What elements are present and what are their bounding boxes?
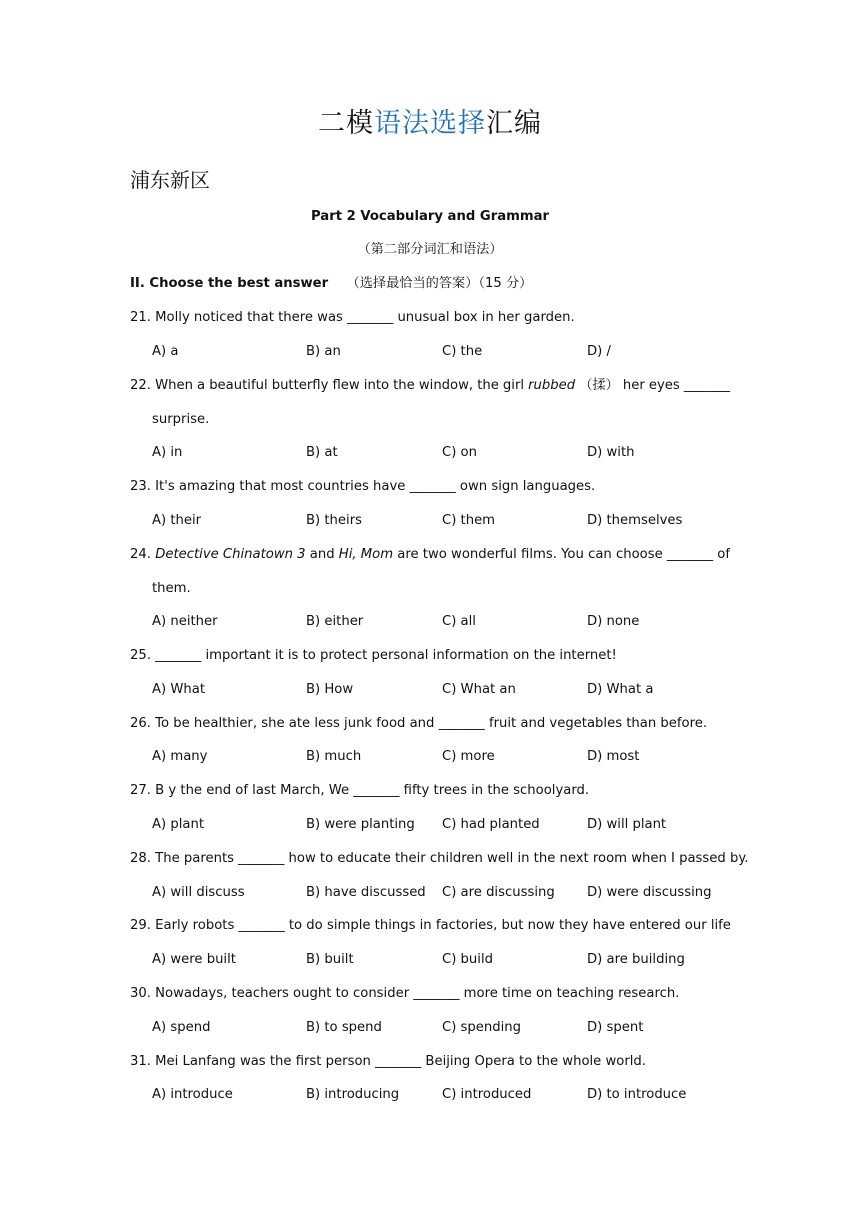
question-27-text: 27. B y the end of last March, We _______ fifty trees in the schoolyard. — [130, 783, 590, 798]
word: can — [588, 547, 612, 562]
word: beautiful — [209, 378, 268, 393]
option-a[interactable]: A) were built — [152, 952, 236, 967]
question-23-text: 23. It's amazing that most countries have _______ own sign languages. — [130, 479, 596, 494]
word: _______ — [683, 378, 730, 393]
option-b[interactable]: B) an — [306, 344, 341, 359]
option-c[interactable]: C) spending — [442, 1020, 522, 1035]
option-a[interactable]: A) in — [152, 445, 183, 460]
word: butterfly — [271, 378, 329, 393]
option-c[interactable]: C) on — [442, 445, 477, 460]
option-b[interactable]: B) to spend — [306, 1020, 382, 1035]
option-b[interactable]: B) theirs — [306, 513, 362, 528]
question-25-text: 25. _______ important it is to protect personal information on the internet! — [130, 648, 617, 663]
title-prefix: 二模 — [318, 108, 374, 139]
option-d[interactable]: D) / — [587, 344, 611, 359]
option-c[interactable]: C) are discussing — [442, 885, 555, 900]
option-d[interactable]: D) were discussing — [587, 885, 712, 900]
question-26-text: 26. To be healthier, she ate less junk food and _______ fruit and vegetables than before. — [130, 716, 708, 731]
option-d[interactable]: D) most — [587, 749, 640, 764]
word: window, — [418, 378, 474, 393]
option-a[interactable]: A) their — [152, 513, 202, 528]
option-c[interactable]: C) more — [442, 749, 495, 764]
word: her — [622, 378, 645, 393]
word: of — [717, 547, 730, 562]
question-29-text: 29. Early robots _______ to do simple things in factories, but now they have entered our life — [130, 918, 731, 933]
option-b[interactable]: B) How — [306, 682, 354, 697]
option-b[interactable]: B) were planting — [306, 817, 415, 832]
option-a[interactable]: A) will discuss — [152, 885, 245, 900]
word: girl — [502, 378, 525, 393]
option-d[interactable]: D) spent — [587, 1020, 644, 1035]
word: eyes — [648, 378, 680, 393]
film-title: Detective Chinatown 3 — [155, 547, 306, 562]
title-highlight: 语法选择 — [374, 108, 486, 139]
option-c[interactable]: C) introduced — [442, 1087, 532, 1102]
question-21-options — [152, 343, 752, 361]
word: the — [477, 378, 499, 393]
option-d[interactable]: D) What a — [587, 682, 654, 697]
question-24-text — [130, 546, 730, 564]
option-c[interactable]: C) had planted — [442, 817, 540, 832]
word: a — [197, 378, 206, 393]
option-c[interactable]: C) What an — [442, 682, 516, 697]
word: _______ — [666, 547, 714, 562]
part-heading-cn: （第二部分词汇和语法） — [357, 242, 503, 257]
option-b[interactable]: B) introducing — [306, 1087, 400, 1102]
word: wonderful — [451, 547, 517, 562]
question-22-options — [152, 444, 752, 462]
option-a[interactable]: A) neither — [152, 614, 218, 629]
option-c[interactable]: C) them — [442, 513, 496, 528]
word: films. — [521, 547, 557, 562]
question-24-options — [152, 613, 752, 631]
option-d[interactable]: D) are building — [587, 952, 685, 967]
option-c[interactable]: C) build — [442, 952, 493, 967]
option-c[interactable]: C) the — [442, 344, 483, 359]
question-29-options — [152, 951, 752, 969]
option-d[interactable]: D) none — [587, 614, 640, 629]
word: flew — [332, 378, 360, 393]
question-23-options — [152, 512, 752, 530]
word: 22. — [130, 378, 151, 393]
word: choose — [615, 547, 663, 562]
film-title: Hi, Mom — [338, 547, 394, 562]
question-22-text — [130, 377, 730, 395]
option-b[interactable]: B) either — [306, 614, 364, 629]
part-heading: Part 2 Vocabulary and Grammar — [310, 209, 549, 224]
option-b[interactable]: B) have discussed — [306, 885, 426, 900]
question-27-options — [152, 816, 752, 834]
option-c[interactable]: C) all — [442, 614, 476, 629]
option-a[interactable]: A) What — [152, 682, 206, 697]
question-28-options — [152, 884, 752, 902]
word: the — [393, 378, 415, 393]
word: rubbed — [528, 378, 576, 393]
question-26-options — [152, 748, 752, 766]
option-b[interactable]: B) built — [306, 952, 354, 967]
section-label: II. Choose the best answer — [130, 276, 329, 291]
option-a[interactable]: A) spend — [152, 1020, 211, 1035]
section-heading — [130, 275, 532, 293]
option-d[interactable]: D) to introduce — [587, 1087, 687, 1102]
question-31-text: 31. Mei Lanfang was the first person _______ Beijing Opera to the whole world. — [130, 1054, 646, 1069]
option-d[interactable]: D) will plant — [587, 817, 667, 832]
option-b[interactable]: B) at — [306, 445, 338, 460]
option-a[interactable]: A) introduce — [152, 1087, 233, 1102]
word: 24. — [130, 547, 151, 562]
option-d[interactable]: D) with — [587, 445, 635, 460]
question-24-continuation: them. — [152, 581, 191, 596]
option-b[interactable]: B) much — [306, 749, 362, 764]
question-30-options — [152, 1019, 752, 1037]
question-31-options — [152, 1086, 752, 1104]
option-d[interactable]: D) themselves — [587, 513, 683, 528]
word: two — [422, 547, 447, 562]
option-a[interactable]: A) many — [152, 749, 208, 764]
word: and — [309, 547, 335, 562]
question-25-options — [152, 681, 752, 699]
page-title — [0, 101, 860, 140]
question-28-text: 28. The parents _______ how to educate their children well in the next room when I passed by. — [130, 851, 749, 866]
word: You — [561, 547, 584, 562]
title-suffix: 汇编 — [486, 108, 542, 139]
word: are — [397, 547, 419, 562]
question-21-text: 21. Molly noticed that there was _______ unusual box in her garden. — [130, 310, 575, 325]
word: （揉） — [579, 378, 619, 393]
question-22-continuation: surprise. — [152, 412, 210, 427]
word: When — [155, 378, 193, 393]
word: into — [363, 378, 390, 393]
option-a[interactable]: A) a — [152, 344, 179, 359]
option-a[interactable]: A) plant — [152, 817, 205, 832]
district-heading: 浦东新区 — [130, 168, 210, 192]
question-30-text: 30. Nowadays, teachers ought to consider _______ more time on teaching research. — [130, 986, 680, 1001]
section-instruction: （选择最恰当的答案）（15 分） — [346, 276, 533, 291]
